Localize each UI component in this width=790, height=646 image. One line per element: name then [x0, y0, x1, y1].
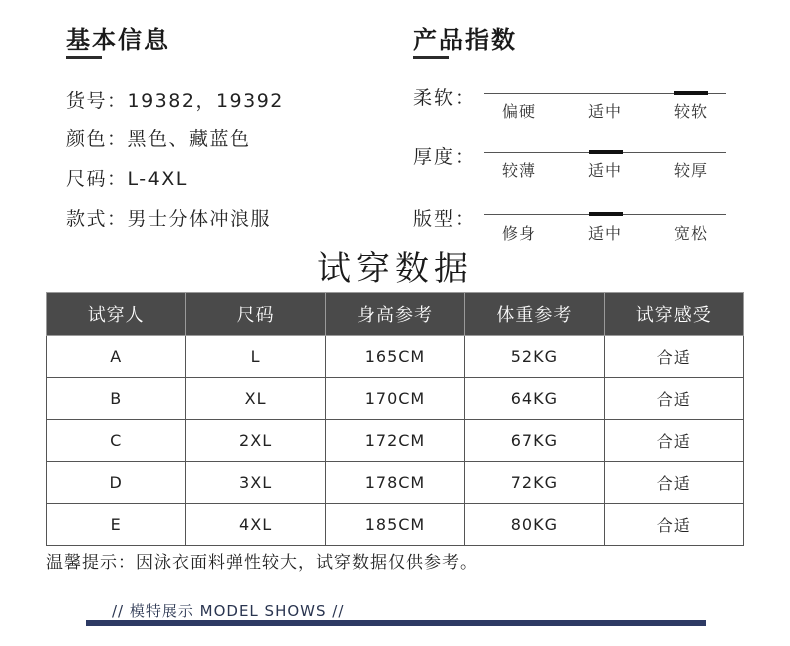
- softness-option: 适中: [588, 102, 623, 121]
- column-header: 身高参考: [325, 293, 464, 336]
- softness-selected-marker: [674, 91, 708, 95]
- table-cell: 72KG: [465, 462, 604, 504]
- table-cell: C: [47, 420, 186, 462]
- product-index-title: 产品指数: [413, 26, 517, 54]
- table-cell: 合适: [604, 378, 743, 420]
- thickness-option: 较薄: [502, 161, 537, 180]
- basic-info-underline: [66, 56, 102, 59]
- table-cell: 80KG: [465, 504, 604, 546]
- softness-label: 柔软：: [413, 87, 477, 109]
- table-cell: D: [47, 462, 186, 504]
- table-cell: E: [47, 504, 186, 546]
- column-header: 体重参考: [465, 293, 604, 336]
- fit-option: 宽松: [674, 224, 709, 243]
- fit-option: 修身: [502, 224, 537, 243]
- product-index-underline: [413, 56, 449, 59]
- table-cell: 合适: [604, 504, 743, 546]
- fit-label: 版型：: [413, 208, 477, 230]
- style-line: 款式：男士分体冲浪服: [66, 208, 272, 230]
- fit-option: 适中: [588, 224, 623, 243]
- softness-option: 偏硬: [502, 102, 537, 121]
- softness-option: 较软: [674, 102, 709, 121]
- table-cell: 64KG: [465, 378, 604, 420]
- basic-info-title: 基本信息: [66, 26, 170, 54]
- table-cell: B: [47, 378, 186, 420]
- fit-data-table: [46, 292, 744, 546]
- table-cell: 合适: [604, 420, 743, 462]
- table-row: [47, 420, 744, 462]
- table-cell: 2XL: [186, 420, 325, 462]
- table-header-row: [47, 293, 744, 336]
- table-cell: 185CM: [325, 504, 464, 546]
- fit-data-note: 温馨提示：因泳衣面料弹性较大，试穿数据仅供参考。: [46, 553, 478, 573]
- table-cell: 67KG: [465, 420, 604, 462]
- table-cell: XL: [186, 378, 325, 420]
- item-number-line: 货号：19382，19392: [66, 90, 284, 112]
- thickness-selected-marker: [589, 150, 623, 154]
- column-header: 试穿人: [47, 293, 186, 336]
- thickness-label: 厚度：: [413, 146, 477, 168]
- color-line: 颜色：黑色、藏蓝色: [66, 128, 251, 150]
- model-shows-bar: [86, 620, 706, 626]
- table-cell: 3XL: [186, 462, 325, 504]
- model-shows-title: // 模特展示 MODEL SHOWS //: [112, 602, 345, 620]
- thickness-option: 适中: [588, 161, 623, 180]
- table-cell: 合适: [604, 462, 743, 504]
- fit-data-title: 试穿数据: [317, 249, 473, 289]
- table-row: [47, 336, 744, 378]
- table-row: [47, 504, 744, 546]
- table-cell: 4XL: [186, 504, 325, 546]
- table-cell: L: [186, 336, 325, 378]
- table-cell: 172CM: [325, 420, 464, 462]
- size-line: 尺码：L-4XL: [66, 168, 188, 190]
- fit-selected-marker: [589, 212, 623, 216]
- table-cell: 170CM: [325, 378, 464, 420]
- table-cell: 52KG: [465, 336, 604, 378]
- table-cell: 165CM: [325, 336, 464, 378]
- table-cell: 178CM: [325, 462, 464, 504]
- table-row: [47, 462, 744, 504]
- table-row: [47, 378, 744, 420]
- thickness-option: 较厚: [674, 161, 709, 180]
- table-cell: 合适: [604, 336, 743, 378]
- column-header: 试穿感受: [604, 293, 743, 336]
- table-cell: A: [47, 336, 186, 378]
- column-header: 尺码: [186, 293, 325, 336]
